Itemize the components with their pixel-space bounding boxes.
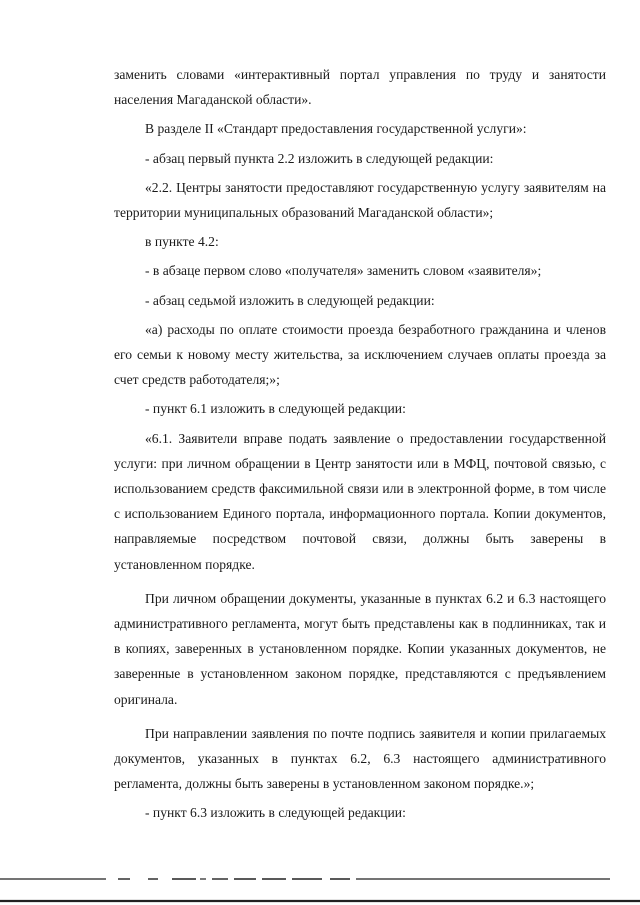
paragraph-section-2-heading: В разделе II «Стандарт предоставления государственной услуги»:	[145, 121, 527, 137]
paragraph-expenses-text: «а) расходы по оплате стоимости проезда безработного гражданина и членов его семьи к новому месту жительства, за исключением случаев оплаты проезда за счет средств работодателя;»;	[114, 321, 606, 388]
paragraph-item-6-3-instruction: - пункт 6.3 изложить в следующей редакции:	[145, 805, 406, 821]
paragraph-item-4-2: в пункте 4.2:	[145, 234, 219, 250]
paragraph-seventh-abzac-instruction: - абзац седьмой изложить в следующей редакции:	[145, 292, 435, 308]
footer-separator-lines	[0, 845, 640, 905]
paragraph-replace-words: заменить словами «интерактивный портал управления по труду и занятости населения Магаданской области».	[114, 67, 606, 108]
paragraph-item-6-1-text: «6.1. Заявители вправе подать заявление о предоставлении государственной услуги: при личном обращении в Центр занятости или в МФЦ, почтовой связью, с использованием средств факсимильной связи или в электронной форме, в том числе с использованием Единого портала, информационного портала. Копии документов, направляемые посредством почтовой связи, должны быть заверены в установленном порядке.	[114, 430, 606, 572]
paragraph-item-6-1-instruction: - пункт 6.1 изложить в следующей редакции:	[145, 401, 406, 417]
paragraph-item-2-2-instruction: - абзац первый пункта 2.2 изложить в следующей редакции:	[145, 150, 494, 166]
paragraph-item-2-2-text: «2.2. Центры занятости предоставляют государственную услугу заявителям на территории муниципальных образований Магаданской области»;	[114, 179, 606, 221]
document-body	[114, 62, 606, 826]
paragraph-mail-submission: При направлении заявления по почте подпись заявителя и копии прилагаемых документов, указанных в пунктах 6.2, 6.3 настоящего административного регламента, должны быть заверены в установленном законом порядке.»;	[114, 725, 606, 792]
footer-separator	[0, 845, 640, 905]
paragraph-replace-recipient: - в абзаце первом слово «получателя» заменить словом «заявителя»;	[145, 263, 542, 279]
paragraph-personal-appeal: При личном обращении документы, указанные в пунктах 6.2 и 6.3 настоящего административного регламента, могут быть представлены как в подлинниках, так и в копиях, заверенных в установленном порядке. Копии указанных документов, не заверенные в установленном законом порядке, представляются с предъявлением оригинала.	[114, 590, 606, 707]
